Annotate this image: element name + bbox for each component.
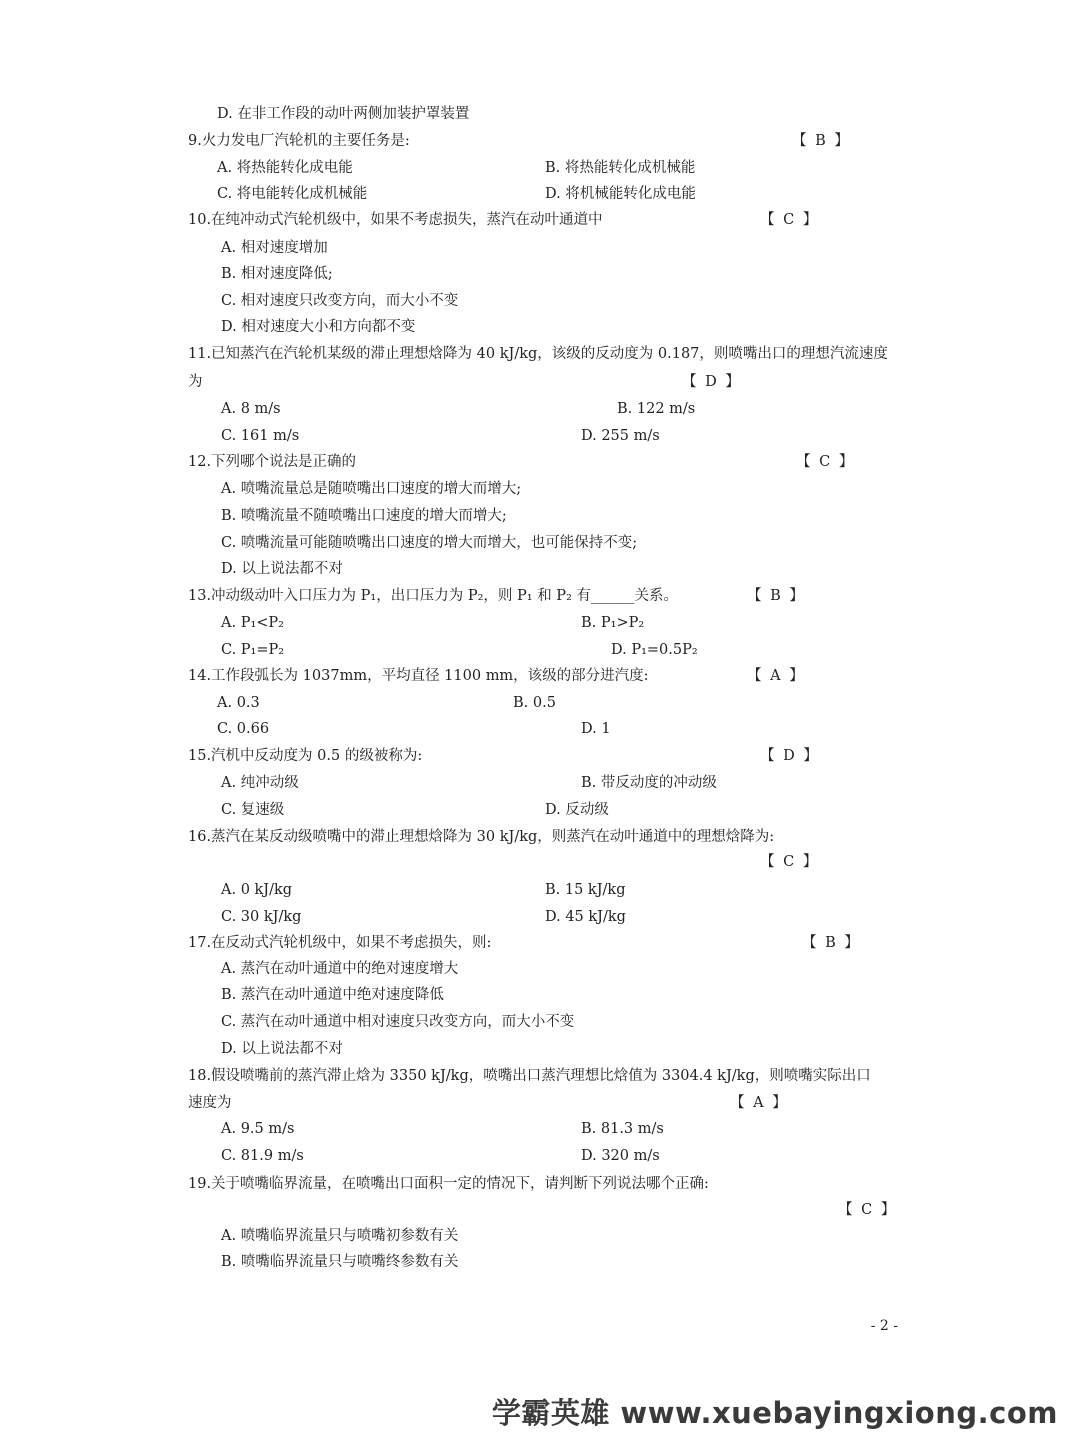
q17-option-c: C. 蒸汽在动叶通道中相对速度只改变方向，而大小不变 (221, 1014, 575, 1030)
q13-option-d: D. P₁=0.5P₂ (611, 642, 698, 658)
q9-option-b: B. 将热能转化成机械能 (545, 160, 696, 176)
q11-answer: 【 D 】 (682, 374, 742, 390)
q14-option-d: D. 1 (581, 721, 611, 737)
q11-option-a: A. 8 m/s (221, 401, 281, 417)
q12-answer: 【 C 】 (796, 454, 856, 470)
q12-option-b: B. 喷嘴流量不随喷嘴出口速度的增大而增大; (221, 508, 507, 524)
q13-option-b: B. P₁>P₂ (581, 615, 645, 631)
q15-option-a: A. 纯冲动级 (221, 775, 299, 791)
q9-answer: 【 B 】 (792, 133, 851, 149)
q12-stem: 12.下列哪个说法是正确的 (188, 454, 357, 470)
q18-option-d: D. 320 m/s (581, 1148, 660, 1164)
q15-option-c: C. 复速级 (221, 802, 285, 818)
q10-option-c: C. 相对速度只改变方向，而大小不变 (221, 293, 459, 309)
q18-answer: 【 A 】 (730, 1095, 789, 1111)
q12-option-c: C. 喷嘴流量可能随喷嘴出口速度的增大而增大，也可能保持不变; (221, 535, 638, 551)
q19-option-b: B. 喷嘴临界流量只与喷嘴终参数有关 (221, 1254, 459, 1270)
q11-stem: 11.已知蒸汽在汽轮机某级的滞止理想焓降为 40 kJ/kg，该级的反动度为 0.187，则喷嘴出口的理想汽流速度 (188, 346, 888, 362)
q15-option-b: B. 带反动度的冲动级 (581, 775, 717, 791)
q16-stem: 16.蒸汽在某反动级喷嘴中的滞止理想焓降为 30 kJ/kg，则蒸汽在动叶通道中的理想焓降为: (188, 829, 775, 845)
q10-option-a: A. 相对速度增加 (221, 240, 328, 256)
q17-option-d: D. 以上说法都不对 (221, 1041, 343, 1057)
q10-answer: 【 C 】 (760, 212, 820, 228)
q18-option-c: C. 81.9 m/s (221, 1148, 304, 1164)
q14-option-b: B. 0.5 (513, 695, 556, 711)
q18-option-a: A. 9.5 m/s (221, 1121, 295, 1137)
q9-stem: 9.火力发电厂汽轮机的主要任务是: (188, 133, 410, 149)
q16-option-b: B. 15 kJ/kg (545, 882, 626, 898)
q17-answer: 【 B 】 (802, 935, 861, 951)
q13-stem: 13.冲动级动叶入口压力为 P₁，出口压力为 P₂，则 P₁ 和 P₂ 有______关系。 (188, 588, 678, 604)
q18-option-b: B. 81.3 m/s (581, 1121, 664, 1137)
q15-answer: 【 D 】 (760, 748, 820, 764)
q17-option-b: B. 蒸汽在动叶通道中绝对速度降低 (221, 987, 444, 1003)
q14-stem: 14.工作段弧长为 1037mm，平均直径 1100 mm，该级的部分进汽度: (188, 668, 649, 684)
q10-stem: 10.在纯冲动式汽轮机级中，如果不考虑损失，蒸汽在动叶通道中 (188, 212, 603, 228)
q16-answer: 【 C 】 (760, 854, 820, 870)
q11-option-c: C. 161 m/s (221, 428, 300, 444)
q13-answer: 【 B 】 (747, 588, 806, 604)
q9-option-a: A. 将热能转化成电能 (217, 160, 353, 176)
q16-option-a: A. 0 kJ/kg (221, 882, 293, 898)
page-number: - 2 - (870, 1318, 898, 1334)
q8-option-d: D. 在非工作段的动叶两侧加装护罩装置 (217, 106, 470, 122)
q14-answer: 【 A 】 (747, 668, 806, 684)
q9-option-c: C. 将电能转化成机械能 (217, 186, 368, 202)
q15-option-d: D. 反动级 (545, 802, 609, 818)
q13-option-a: A. P₁<P₂ (221, 615, 284, 631)
q12-option-d: D. 以上说法都不对 (221, 561, 343, 577)
q19-option-a: A. 喷嘴临界流量只与喷嘴初参数有关 (221, 1228, 459, 1244)
q17-stem: 17.在反动式汽轮机级中，如果不考虑损失，则: (188, 935, 492, 951)
q9-option-d: D. 将机械能转化成电能 (545, 186, 696, 202)
q13-option-c: C. P₁=P₂ (221, 642, 285, 658)
q11-option-d: D. 255 m/s (581, 428, 660, 444)
q11-stem-cont: 为 (188, 374, 203, 390)
q14-option-c: C. 0.66 (217, 721, 270, 737)
q16-option-d: D. 45 kJ/kg (545, 909, 626, 925)
q15-stem: 15.汽机中反动度为 0.5 的级被称为: (188, 748, 423, 764)
q17-option-a: A. 蒸汽在动叶通道中的绝对速度增大 (221, 961, 459, 977)
q19-answer: 【 C 】 (838, 1202, 898, 1218)
q16-option-c: C. 30 kJ/kg (221, 909, 302, 925)
q18-stem: 18.假设喷嘴前的蒸汽滞止焓为 3350 kJ/kg，喷嘴出口蒸汽理想比焓值为 3304.4 kJ/kg，则喷嘴实际出口 (188, 1068, 871, 1084)
q18-stem-cont: 速度为 (188, 1095, 232, 1111)
watermark-text: 学霸英雄 www.xuebayingxiong.com (491, 1396, 1058, 1430)
q10-option-b: B. 相对速度降低; (221, 266, 333, 282)
q11-option-b: B. 122 m/s (617, 401, 696, 417)
q14-option-a: A. 0.3 (217, 695, 260, 711)
q12-option-a: A. 喷嘴流量总是随喷嘴出口速度的增大而增大; (221, 481, 522, 497)
q19-stem: 19.关于喷嘴临界流量，在喷嘴出口面积一定的情况下，请判断下列说法哪个正确: (188, 1176, 709, 1192)
q10-option-d: D. 相对速度大小和方向都不变 (221, 319, 416, 335)
